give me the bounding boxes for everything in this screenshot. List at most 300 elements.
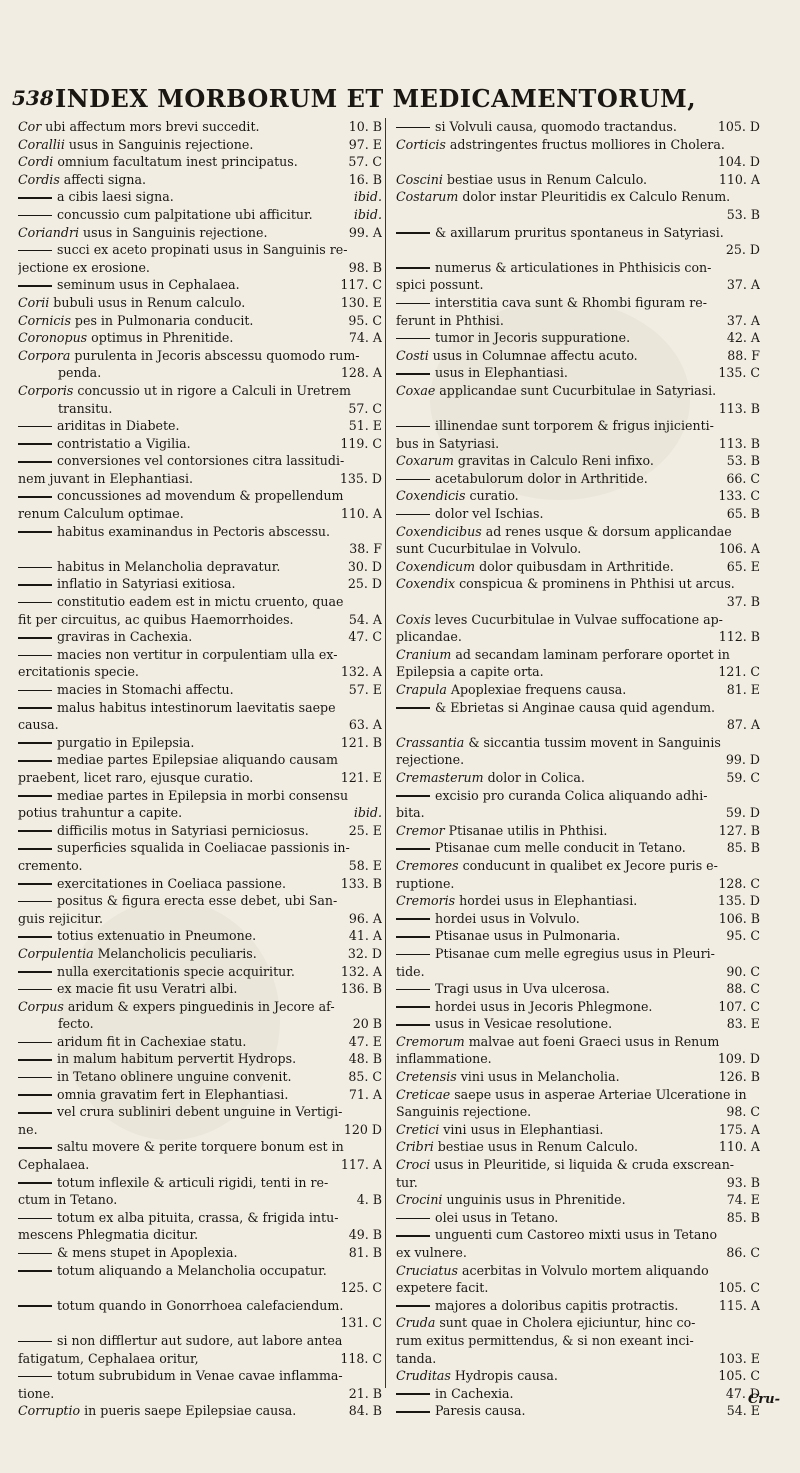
entry-body: curatio. [465,488,519,504]
page-reference: 90. C [723,963,760,981]
page-reference: 115. A [716,1297,760,1315]
index-entry [396,382,760,400]
entry-text [18,487,344,505]
page-reference: 117. C [337,276,382,294]
entry-text [18,681,234,699]
entry-text [396,1279,488,1297]
page-reference: 53. B [724,206,760,224]
entry-text [396,1068,620,1086]
entry-text [396,892,637,910]
ditto-dash [18,883,52,885]
page-reference: 81. B [346,1244,382,1262]
page-reference: 47. C [345,628,382,646]
index-entry [18,487,382,505]
index-entry [18,681,382,699]
page-reference: 30. D [345,558,382,576]
entry-text [18,523,330,541]
index-entry [396,153,760,171]
index-entry [396,963,760,981]
entry-text [18,769,253,787]
entry-body: applicandae sunt Cucurbitulae in Satyriasi. [435,382,717,398]
index-entry [396,734,760,752]
entry-text [18,1174,328,1192]
entry-body: plicandae. [396,629,462,645]
page-reference: 125. C [337,1279,382,1297]
page-reference: 113. B [716,400,760,418]
page-reference: 47. E [346,1033,382,1051]
index-entry [18,153,382,171]
entry-text [18,787,348,805]
entry-body: ferunt in Phthisi. [396,312,504,328]
page-reference: 105. D [715,118,760,136]
entry-body: acetabulorum dolor in Arthritide. [435,470,648,486]
entry-body: tide. [396,963,425,979]
page-reference: 84. B [346,1402,382,1420]
entry-body: usus in Elephantiasi. [435,365,568,381]
page-reference: 106. B [716,910,760,928]
index-entry [396,1015,760,1033]
ditto-dash [396,426,430,428]
entry-headword: Cremoris [396,893,456,909]
entry-text [18,153,298,171]
page-reference: 25. D [723,241,760,259]
entry-body: omnium facultatum inest principatus. [53,154,298,170]
entry-text [18,452,344,470]
page-reference: ibid. [351,206,382,224]
entry-body: mediae partes in Epilepsia in morbi consensu [57,787,349,803]
entry-body: hordei usus in Jecoris Phlegmone. [435,998,653,1014]
index-entry [396,857,760,875]
index-entry [18,1086,382,1104]
index-entry [18,769,382,787]
entry-body: majores a doloribus capitis protractis. [435,1297,679,1313]
page-reference: 128. A [338,364,382,382]
page-reference: 106. A [716,540,760,558]
page-reference: 95. C [345,312,382,330]
entry-body: Tragi usus in Uva ulcerosa. [435,981,610,997]
index-entry [396,259,760,277]
entry-text [396,452,654,470]
page-reference: 16. B [346,171,382,189]
ditto-dash [18,936,52,938]
ditto-dash [18,1094,52,1096]
entry-text [396,1226,717,1244]
entry-body: totum subrubidum in Venae cavae inflamma- [57,1368,343,1384]
entry-text [396,787,708,805]
index-entry [18,558,382,576]
ditto-dash [18,197,52,199]
page-reference: 49. B [346,1226,382,1244]
entry-headword: Coxis [396,611,431,627]
page-reference: 48. B [346,1050,382,1068]
entry-text [18,171,146,189]
entry-text [396,1033,719,1051]
entry-headword: Coriandri [18,224,79,240]
index-entry [18,822,382,840]
index-entry [396,1367,760,1385]
index-column-right [396,118,760,1420]
index-entry [396,875,760,893]
entry-body: conspicua & prominens in Phthisi ut arcus. [455,576,735,592]
ditto-dash [18,742,52,744]
index-entry [396,751,760,769]
ditto-dash [396,373,430,375]
index-entry [396,206,760,224]
ditto-dash [18,989,52,991]
entry-body: superficies squalida in Coeliacae passionis in- [57,840,350,856]
entry-text [58,1015,94,1033]
page-reference: 10. B [346,118,382,136]
page-reference: 88. F [724,347,760,365]
page-title: INDEX MORBORUM ET MEDICAMENTORUM, [55,84,697,113]
index-entry [18,875,382,893]
entry-text [18,558,280,576]
entry-body: saepe usus in asperae Arteriae Ulceratione in [450,1086,747,1102]
index-entry [396,998,760,1016]
index-entry [18,699,382,717]
entry-body: habitus examinandus in Pectoris abscessu. [57,523,331,539]
entry-text [396,118,677,136]
ditto-dash [18,655,52,657]
index-entry [396,1262,760,1280]
entry-headword: Coronopus [18,330,88,346]
ditto-dash [18,1182,52,1184]
index-entry [396,699,760,717]
entry-text [18,1385,54,1403]
index-entry [18,276,382,294]
index-entry [18,136,382,154]
index-entry [18,1297,382,1315]
entry-text [396,927,620,945]
entry-body: mescens Phlegmatia dicitur. [18,1227,199,1243]
index-entry [396,1332,760,1350]
entry-headword: Crocini [396,1192,443,1208]
entry-text [18,593,343,611]
page-number: 538 [12,86,54,110]
index-entry [396,329,760,347]
ditto-dash [18,971,52,973]
index-entry [396,980,760,998]
entry-text [18,1226,198,1244]
entry-body: dolor instar Pleuritidis ex Calculo Renum. [458,189,731,205]
entry-body: unguenti cum Castoreo mixti usus in Tetano [435,1227,718,1243]
page-reference: 121. E [338,769,382,787]
page-reference: 20 B [350,1015,382,1033]
index-entry [18,118,382,136]
entry-text [18,347,360,365]
page-reference: 37. A [724,276,760,294]
ditto-dash [18,584,52,586]
index-entry [396,628,760,646]
entry-body: concussio ut in rigore a Calculi in Uretrem [73,382,351,398]
entry-body: positus & figura erecta esse debet, ubi San- [57,893,338,909]
entry-text [396,1314,695,1332]
index-entry [18,312,382,330]
entry-headword: Costarum [396,189,459,205]
entry-body: fatigatum, Cephalaea oritur, [18,1350,199,1366]
entry-text [396,611,723,629]
entry-body: malvae aut foeni Graeci usus in Renum [464,1033,720,1049]
index-entry [396,646,760,664]
entry-text [396,804,425,822]
page-reference: 86. C [723,1244,760,1262]
entry-body: expetere facit. [396,1280,489,1296]
index-entry [18,716,382,734]
entry-text [18,224,267,242]
page-reference: 85. B [724,839,760,857]
ditto-dash [396,954,430,956]
index-entry [18,347,382,365]
index-entry [396,523,760,541]
entry-text [18,1297,343,1315]
entry-text [396,839,686,857]
entry-body: bestiae usus in Renum Calculo. [442,171,648,187]
entry-text [18,804,182,822]
page-reference: 53. B [724,452,760,470]
entry-body: inflatio in Satyriasi exitiosa. [57,576,236,592]
page-reference: 175. A [716,1121,760,1139]
entry-text [18,646,338,664]
page-reference: 38. F [346,540,382,558]
page-reference: 93. B [724,1174,760,1192]
index-entry [396,804,760,822]
page-reference: 57. C [345,153,382,171]
page-reference: 85. B [724,1209,760,1227]
entry-text [396,1138,638,1156]
ditto-dash [18,1376,52,1378]
entry-text [18,382,351,400]
entry-text [396,1121,603,1139]
entry-body: bita. [396,805,425,821]
entry-body: transitu. [58,400,113,416]
index-entry [396,1156,760,1174]
ditto-dash [18,690,52,692]
entry-text [396,822,607,840]
entry-text [18,417,180,435]
entry-body: totum aliquando a Melancholia occupatur. [57,1262,327,1278]
ditto-dash [396,848,430,850]
entry-text [396,875,454,893]
entry-body: & Ebrietas si Anginae causa quid agendum. [435,699,716,715]
entry-body: usus in Columnae affectu acuto. [428,347,638,363]
index-entry [18,435,382,453]
index-entry [18,1174,382,1192]
entry-text [396,382,716,400]
index-entry [18,857,382,875]
entry-body: nulla exercitationis specie acquiritur. [57,963,295,979]
entry-text [18,945,257,963]
ditto-dash [18,426,52,428]
index-entry [396,241,760,259]
ditto-dash [396,1393,430,1395]
entry-body: ad secandam laminam perforare oportet in [451,646,730,662]
page-reference: 59. C [723,769,760,787]
index-entry [18,787,382,805]
index-entry [396,276,760,294]
entry-body: Paresis causa. [435,1403,526,1419]
index-entry [396,1033,760,1051]
entry-text [18,575,235,593]
page-reference: 25. E [346,822,382,840]
index-entry [396,611,760,629]
entry-headword: Cremasterum [396,769,484,785]
ditto-dash [18,461,52,463]
entry-text [18,998,335,1016]
entry-body: hordei usus in Volvulo. [435,910,580,926]
ditto-dash [18,285,52,287]
entry-body: saltu movere & perite torquere bonum est in [57,1139,344,1155]
page-reference: 54. E [724,1402,760,1420]
ditto-dash [396,1235,430,1237]
page-reference: 107. C [715,998,760,1016]
entry-headword: Cremorum [396,1033,465,1049]
page-header [0,80,800,112]
entry-body: causa. [18,717,59,733]
page-reference: 109. D [715,1050,760,1068]
entry-headword: Crapula [396,682,447,697]
entry-body: Hydropis causa. [450,1368,558,1384]
index-entry [396,136,760,154]
page-reference: 47. D [723,1385,760,1403]
entry-body: vini usus in Elephantiasi. [439,1121,604,1137]
entry-body: difficilis motus in Satyriasi perniciosus. [57,822,309,838]
entry-text [396,417,714,435]
entry-text [396,734,721,752]
entry-text [18,875,286,893]
entry-body: interstitia cava sunt & Rhombi figuram re- [435,294,707,310]
entry-headword: Cribri [396,1139,434,1155]
entry-body: Apoplexiae frequens causa. [446,682,627,697]
page-reference: ibid. [351,804,382,822]
entry-headword: Cremores [396,857,459,873]
ditto-dash [18,567,52,569]
page-reference: 130. E [338,294,382,312]
entry-text [18,312,253,330]
index-entry [18,452,382,470]
index-entry [396,435,760,453]
entry-body: tione. [18,1385,55,1401]
entry-text [396,628,462,646]
ditto-dash [18,760,52,762]
index-entry [396,224,760,242]
index-entry [18,663,382,681]
ditto-dash [396,267,430,269]
page-reference: 88. C [723,980,760,998]
index-entry [18,188,382,206]
ditto-dash [396,1411,430,1413]
ditto-dash [18,215,52,217]
entry-headword: Coxarum [396,453,454,469]
entry-body: renum Calculum optimae. [18,506,184,522]
entry-text [396,857,718,875]
entry-body: totum ex alba pituita, crassa, & frigida intu- [57,1209,339,1225]
entry-body: si non difflertur aut sudore, aut labore antea [57,1332,343,1348]
index-entry [396,118,760,136]
entry-body: usus in Vesicae resolutione. [435,1016,613,1032]
page-reference: 103. E [716,1350,760,1368]
entry-body: habitus in Melancholia depravatur. [57,558,281,574]
entry-body: adstringentes fructus molliores in Cholera. [445,136,725,152]
ditto-dash [396,338,430,340]
index-entry [18,224,382,242]
page-reference: 65. B [724,505,760,523]
entry-text [396,980,610,998]
index-entry [18,1350,382,1368]
entry-text [396,663,544,681]
index-entry [396,400,760,418]
entry-text [18,839,350,857]
column-rule [385,118,386,1388]
page-reference: 41. A [346,927,382,945]
page-reference: 135. D [715,892,760,910]
index-entry [396,1121,760,1139]
index-entry [396,1314,760,1332]
entry-text [18,118,260,136]
page-reference: 71. A [346,1086,382,1104]
index-entry [18,1279,382,1297]
entry-text [18,1121,38,1139]
page-reference: 37. A [724,312,760,330]
entry-body: Epilepsia a capite orta. [396,664,544,680]
page-reference: 95. C [723,927,760,945]
entry-text [396,347,638,365]
entry-text [396,487,519,505]
entry-body: mediae partes Epilepsiae aliquando causam [57,752,338,768]
index-entry [396,1103,760,1121]
index-entry [18,1121,382,1139]
index-entry [396,839,760,857]
entry-body: ad renes usque & dorsum applicandae [481,523,732,539]
entry-body: in pueris saepe Epilepsiae causa. [80,1403,297,1419]
index-entry [18,329,382,347]
entry-body: concussio cum palpitatione ubi afficitur. [57,206,313,222]
entry-body: malus habitus intestinorum laevitatis saepe [57,699,336,715]
index-entry [396,1050,760,1068]
entry-text [396,171,647,189]
entry-text [18,1068,292,1086]
page-reference: 118. C [337,1350,382,1368]
entry-text [396,998,652,1016]
index-entry [396,716,760,734]
index-entry [396,1174,760,1192]
entry-headword: Coxendix [396,576,456,592]
entry-body: graviras in Cachexia. [57,629,193,645]
entry-text [396,1262,709,1280]
index-entry [18,593,382,611]
entry-body: tanda. [396,1350,437,1366]
entry-text [18,505,184,523]
entry-text [396,329,630,347]
entry-text [58,400,112,418]
entry-text [18,470,193,488]
entry-body: Ptisanae cum melle conducit in Tetano. [435,840,686,856]
page-reference: 85. C [345,1068,382,1086]
entry-body: aridum & expers pinguedinis in Jecore af- [63,998,335,1014]
index-entry [18,910,382,928]
entry-text [18,751,338,769]
entry-text [18,980,237,998]
index-entry [18,1262,382,1280]
entry-body: concussiones ad movendum & propellendum [57,488,344,504]
entry-text [396,963,425,981]
ditto-dash [18,848,52,850]
entry-text [396,1209,558,1227]
index-entry [18,575,382,593]
page-reference: 135. C [715,364,760,382]
page-reference: 110. A [716,1138,760,1156]
entry-text [18,857,82,875]
page-reference: 81. E [724,681,760,699]
